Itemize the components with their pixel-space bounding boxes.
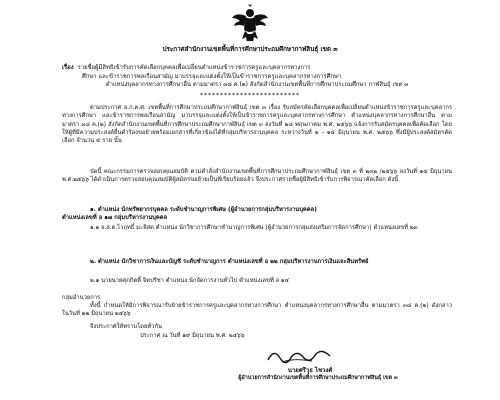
subject-line-3: ตำแหน่งบุคลากรทางการศึกษาอื่น ตามมาตรา ๓๘ ค.(๒) สังกัดสำนักงานเขตพื้นที่การศึกษาประถมศึกษา กาฬสินธุ์ เขต ๓ bbox=[105, 82, 409, 88]
item-2-person: ๒.๑ นายนายศุภกิตติ์ จิตปรีชา ตำแหน่ง นักจัดการงานทั่วไป ตำแหน่งเลขที่ อ ๑๔ bbox=[90, 278, 289, 284]
paragraph-announcement: บัดนี้ คณะกรรมการตรวจสอบคุณสมบัติ ตามคำสั่งสำนักงานเขตพื้นที่การศึกษาประถมศึกษากาฬสินธุ์ เขต ๓ ที่ ๒๓๒ /๒๕๖๖ ลงวันที่ ๑๔ มิถุนายน พ.ศ.๒๕๖๖ ได้ดำเนินการตรวจสอบคุณสมบัติผู้สมัครขอย้ายเป็นที่เรียบร้อยแล้ว จึงประกาศรายชื่อผู้มีสิทธิเข้ารับการพิจารณาคัดเลือก ดังนี้ bbox=[62, 169, 452, 184]
item-1-person: ๑.๑ จ.ส.ต.ไวฤทธิ์ มะลิสด ตำแหน่ง นักวิชาการศึกษาชำนาญการพิเศษ (ผู้อำนวยการกลุ่มส่งเสริมการจัดการศึกษา) ตำแหน่งเลขที่ ๒๓ bbox=[90, 225, 418, 231]
item-2-heading: ๒. ตำแหน่ง นักวิชาการเงินและบัญชี ระดับชำนาญการ ตำแหน่งเลขที่ อ ๒๒ กลุ่มบริหารงานการเงินและสินทรัพย์ bbox=[90, 259, 369, 265]
signature-image bbox=[264, 346, 334, 366]
paragraph-background: ตามประกาศ อ.ก.ค.ศ. เขตพื้นที่การศึกษาประถมศึกษากาฬสินธุ์ เขต ๓ เรื่อง รับสมัครคัดเลือกบุคคลเพื่อเปลี่ยนตำแหน่งข้าราชการครูและบุคลากรทางการศึกษา และข้าราชการพลเรือนสามัญ มาบรรจุและแต่งตั้งให้เป็นข้าราชการครูและบุคลากรทางการศึกษา ตำแหน่งบุคลากรทางการศึกษาอื่น ตามมาตรา ๓๘ ค.(๒) สังกัดสำนักงานเขตพื้นที่การศึกษาประถมศึกษากาฬสินธุ์ เขต ๓ ลงวันที่ ๒๘ พฤษภาคม พ.ศ. ๒๕๖๖ แจ้งการรับสมัครบุคคลเพื่อคัดเลือก โดยให้ผู้ที่มีความประสงค์ยื่นคำร้องขอย้ายพร้อมเอกสารที่เกี่ยวข้องได้ที่กลุ่มบริหารงานบุคคล ระหว่างวันที่ ๒ - ๑๔ มิถุนายน พ.ศ. ๒๕๖๖ ซึ่งมีผู้ประสงค์สมัครคัดเลือก จำนวน ๔ ราย นั้น bbox=[62, 105, 452, 145]
subject-label: เรื่อง bbox=[62, 65, 74, 71]
signer-name: นายศรีวุธ ไชวงศ์ bbox=[287, 367, 333, 374]
document-subject bbox=[62, 64, 452, 90]
paragraph-schedule: ทั้งนี้ กำหนดให้มีการพิจารณารับย้ายข้าราชการครูและบุคลากรทางการศึกษา ตำแหน่งบุคลากรทางการศึกษาอื่น ตามมาตรา ๓๘ ค.(๒) ดังกล่าว ในวันที่ ๒๒ มิถุนายน ๒๕๖๖ bbox=[62, 303, 452, 318]
item-1-heading: ๑. ตำแหน่ง นักทรัพยากรบุคคล ระดับชำนาญการพิเศษ (ผู้อำนวยการกลุ่มบริหารงานบุคคล) bbox=[90, 207, 317, 213]
garuda-emblem-icon bbox=[232, 4, 268, 44]
notice-line: จึงประกาศให้ทราบโดยทั่วกัน bbox=[90, 324, 162, 330]
subject-line-2: ศึกษา และข้าราชการพลเรือนสามัญ มาบรรจุและแต่งตั้งให้เป็นข้าราชการครูและบุคลากรทางการศึกษา bbox=[82, 73, 342, 80]
document-title: ประกาศสำนักงานเขตพื้นที่การศึกษาประถมศึกษากาฬสินธุ์ เขต ๓ bbox=[162, 46, 338, 53]
signer-position: ผู้อำนวยการสำนักงานเขตพื้นที่การศึกษาประถมศึกษากาฬสินธุ์ เขต ๓ bbox=[238, 375, 398, 381]
divider: ************************* bbox=[200, 92, 300, 99]
item-1-heading-position: ตำแหน่งเลขที่ อ ๑๗ กลุ่มบริหารงานบุคคล bbox=[62, 215, 168, 221]
announcement-date: ประกาศ ณ วันที่ ๑๙ มิถุนายน พ.ศ. ๒๕๖๖ bbox=[140, 333, 245, 339]
subject-line-1: รายชื่อผู้มีสิทธิเข้ารับการคัดเลือกบุคคลเพื่อเปลี่ยนตำแหน่งข้าราชการครูและบุคลากรทางการ bbox=[77, 65, 311, 71]
item-2-group: กลุ่มอำนวยการ bbox=[62, 295, 101, 301]
